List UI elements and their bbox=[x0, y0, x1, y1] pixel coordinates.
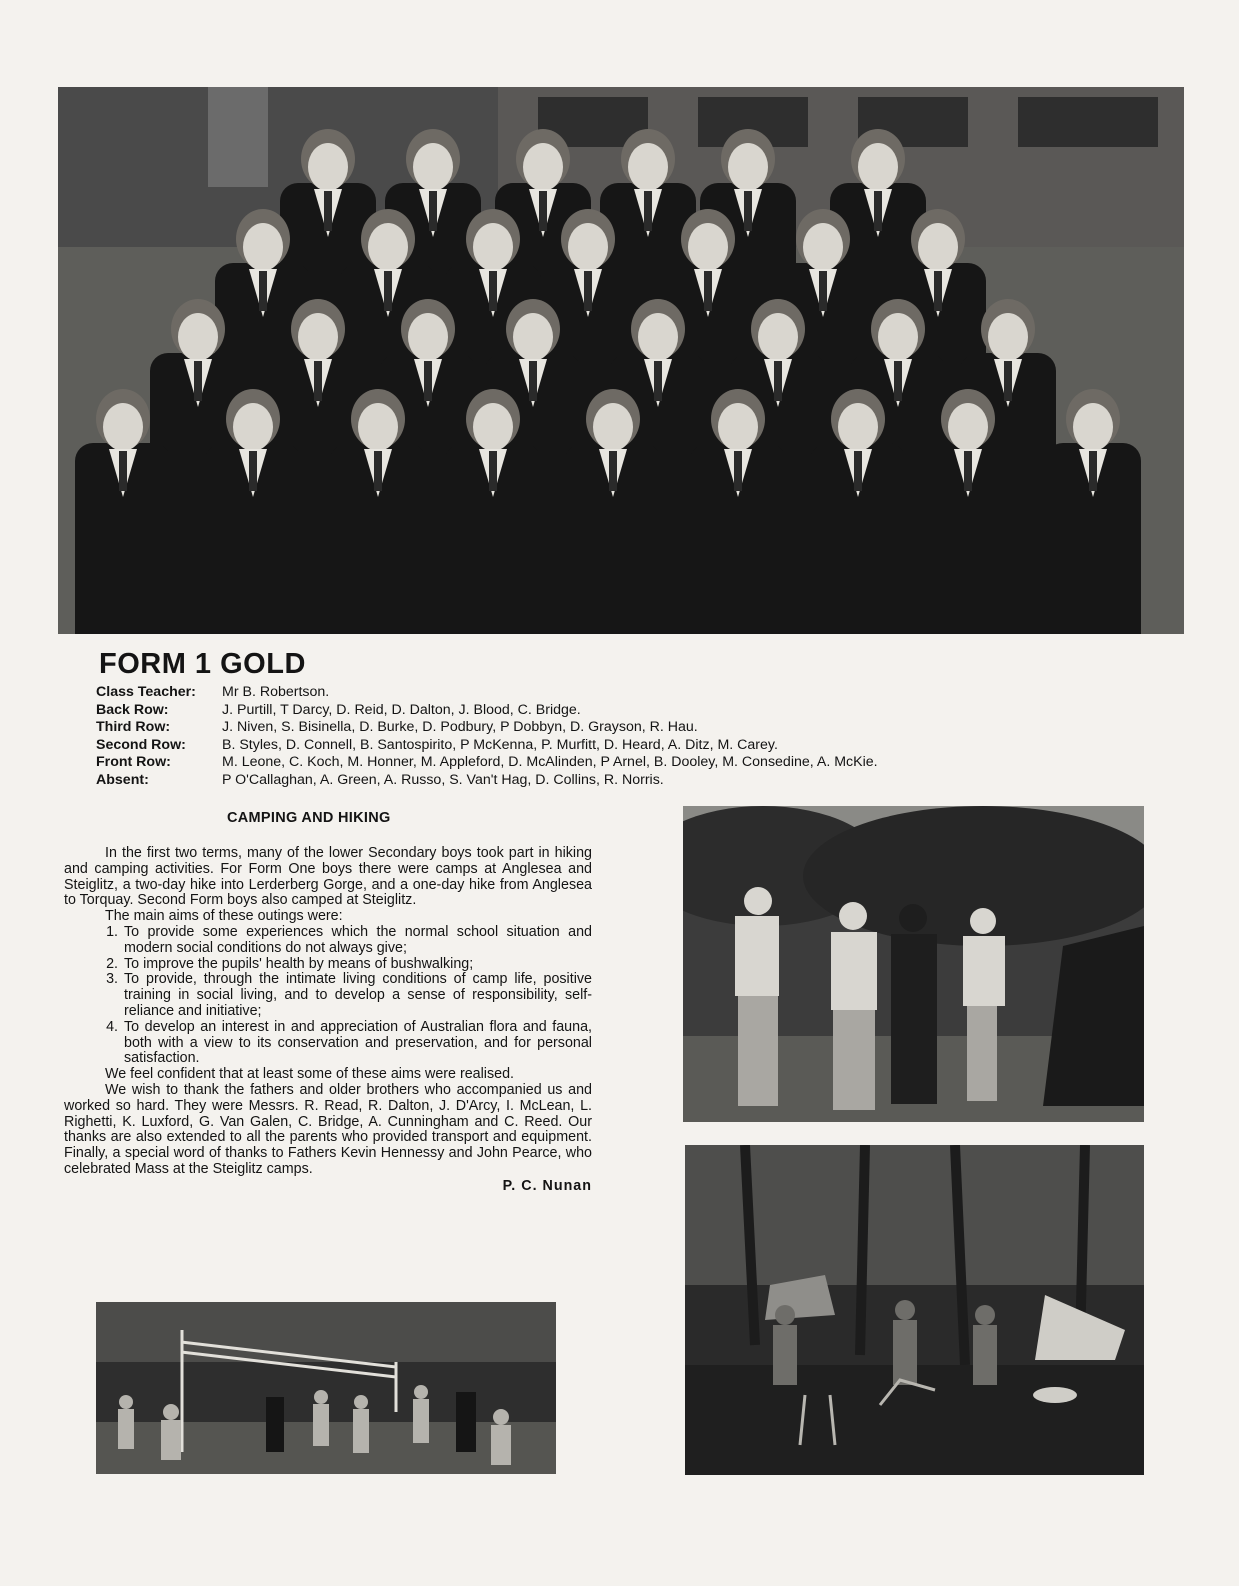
student-tie bbox=[249, 451, 257, 491]
roster-row-second bbox=[96, 737, 878, 755]
roster-label: Absent: bbox=[96, 771, 149, 788]
student-face bbox=[178, 313, 218, 361]
student-face bbox=[413, 143, 453, 191]
student-tie bbox=[774, 361, 782, 401]
roster-label: Back Row: bbox=[96, 701, 169, 718]
roster-row-third bbox=[96, 719, 878, 737]
article-heading: CAMPING AND HIKING bbox=[227, 810, 391, 826]
student-face bbox=[758, 313, 798, 361]
student-face bbox=[718, 403, 758, 451]
student-face bbox=[1073, 403, 1113, 451]
student-tie bbox=[964, 451, 972, 491]
article-confident: We feel confident that at least some of these aims were realised. bbox=[105, 1066, 514, 1083]
student-face bbox=[988, 313, 1028, 361]
student-face bbox=[233, 403, 273, 451]
student-face bbox=[803, 223, 843, 271]
student-face bbox=[948, 403, 988, 451]
student-face bbox=[243, 223, 283, 271]
student-face bbox=[523, 143, 563, 191]
student-face bbox=[918, 223, 958, 271]
class-photo-image bbox=[58, 87, 1184, 634]
student-face bbox=[838, 403, 878, 451]
student-tie bbox=[119, 451, 127, 491]
student-tie bbox=[1089, 451, 1097, 491]
student-face bbox=[858, 143, 898, 191]
student-tie bbox=[259, 271, 267, 311]
roster-label: Second Row: bbox=[96, 736, 186, 753]
class-roster bbox=[96, 684, 878, 790]
student-tie bbox=[374, 451, 382, 491]
roster-names: Mr B. Robertson. bbox=[222, 684, 330, 700]
student-face bbox=[688, 223, 728, 271]
roster-row-teacher bbox=[96, 684, 878, 702]
roster-row-absent bbox=[96, 772, 878, 790]
student-tie bbox=[894, 361, 902, 401]
student-tie bbox=[874, 191, 882, 231]
hikers-photo bbox=[683, 806, 1144, 1122]
student-tie bbox=[704, 271, 712, 311]
student-tie bbox=[194, 361, 202, 401]
student-tie bbox=[934, 271, 942, 311]
hikers-photo-image bbox=[683, 806, 1144, 1122]
student-tie bbox=[1004, 361, 1012, 401]
camp-photo bbox=[685, 1145, 1144, 1475]
student-tie bbox=[539, 191, 547, 231]
student-face bbox=[638, 313, 678, 361]
volleyball-photo-image bbox=[96, 1302, 556, 1474]
article-author: P. C. Nunan bbox=[502, 1177, 592, 1194]
roster-names: J. Purtill, T Darcy, D. Reid, D. Dalton, J. Blood, C. Bridge. bbox=[222, 701, 581, 718]
volleyball-photo bbox=[96, 1302, 556, 1474]
student-tie bbox=[854, 451, 862, 491]
student-tie bbox=[429, 191, 437, 231]
student-face bbox=[568, 223, 608, 271]
student-face bbox=[593, 403, 633, 451]
student-face bbox=[513, 313, 553, 361]
roster-label: Front Row: bbox=[96, 754, 171, 771]
student-tie bbox=[314, 361, 322, 401]
article-body bbox=[64, 846, 592, 1195]
aims-list bbox=[64, 925, 592, 1067]
student-tie bbox=[819, 271, 827, 311]
student-face bbox=[628, 143, 668, 191]
student-tie bbox=[644, 191, 652, 231]
aim-item: 1. To provide some experiences which the normal school situation and modern social conditions do not always give; bbox=[122, 925, 592, 957]
student-tie bbox=[654, 361, 662, 401]
student-tie bbox=[744, 191, 752, 231]
student-tie bbox=[489, 451, 497, 491]
student-tie bbox=[529, 361, 537, 401]
camp-photo-image bbox=[685, 1145, 1144, 1475]
roster-row-front bbox=[96, 754, 878, 772]
roster-label: Third Row: bbox=[96, 719, 171, 736]
student-face bbox=[473, 223, 513, 271]
student-tie bbox=[424, 361, 432, 401]
student-tie bbox=[609, 451, 617, 491]
student-face bbox=[368, 223, 408, 271]
student-tie bbox=[584, 271, 592, 311]
student-face bbox=[728, 143, 768, 191]
student-tie bbox=[324, 191, 332, 231]
class-group-photo bbox=[58, 87, 1184, 634]
aim-item: 4. To develop an interest in and appreciation of Australian flora and fauna, both with a view to its conservation and preservation, and for personal satisfaction. bbox=[122, 1020, 592, 1067]
student-face bbox=[408, 313, 448, 361]
roster-names: M. Leone, C. Koch, M. Honner, M. Appleford, D. McAlinden, P Arnel, B. Dooley, M. Consedine, A. McKie. bbox=[222, 754, 878, 771]
article-intro: In the first two terms, many of the lower Secondary boys took part in hiking and camping activities. For Form One boys there were camps at Anglesea and Steiglitz, a two-day hike into Lerderberg Gorge, and a one-day hike from Anglesea to Torquay. Second Form boys also camped at Steiglitz. bbox=[64, 845, 592, 909]
student-face bbox=[103, 403, 143, 451]
form-title: FORM 1 GOLD bbox=[99, 648, 306, 680]
roster-row-back bbox=[96, 702, 878, 720]
roster-names: B. Styles, D. Connell, B. Santospirito, P McKenna, P. Murfitt, D. Heard, A. Ditz, M. Carey. bbox=[222, 736, 778, 753]
aim-item: 2. To improve the pupils' health by means of bushwalking; bbox=[122, 957, 592, 973]
article-thanks: We wish to thank the fathers and older brothers who accompanied us and worked so hard. They were Messrs. R. Read, R. Dalton, J. D'Arcy, I. McLean, L. Righetti, K. Luxford, G. Van Galen, C. Bridge, A. Cunningham and C. Reed. Our thanks are also extended to all the parents who provided transport and equipment. Finally, a special word of thanks to Fathers Kevin Hennessy and John Pearce, who celebrated Mass at the Steiglitz camps. bbox=[64, 1081, 592, 1177]
student-face bbox=[298, 313, 338, 361]
student-face bbox=[358, 403, 398, 451]
aim-item: 3. To provide, through the intimate living conditions of camp life, positive training in social living, and to develop a sense of responsibility, self-reliance and initiative; bbox=[122, 972, 592, 1019]
student-face bbox=[308, 143, 348, 191]
student-tie bbox=[734, 451, 742, 491]
student-face bbox=[878, 313, 918, 361]
roster-names: J. Niven, S. Bisinella, D. Burke, D. Podbury, P Dobbyn, D. Grayson, R. Hau. bbox=[222, 719, 698, 736]
student-face bbox=[473, 403, 513, 451]
student-tie bbox=[489, 271, 497, 311]
student-tie bbox=[384, 271, 392, 311]
article-aims-intro: The main aims of these outings were: bbox=[105, 908, 343, 925]
roster-label: Class Teacher: bbox=[96, 684, 196, 700]
roster-names: P O'Callaghan, A. Green, A. Russo, S. Van't Hag, D. Collins, R. Norris. bbox=[222, 771, 664, 788]
